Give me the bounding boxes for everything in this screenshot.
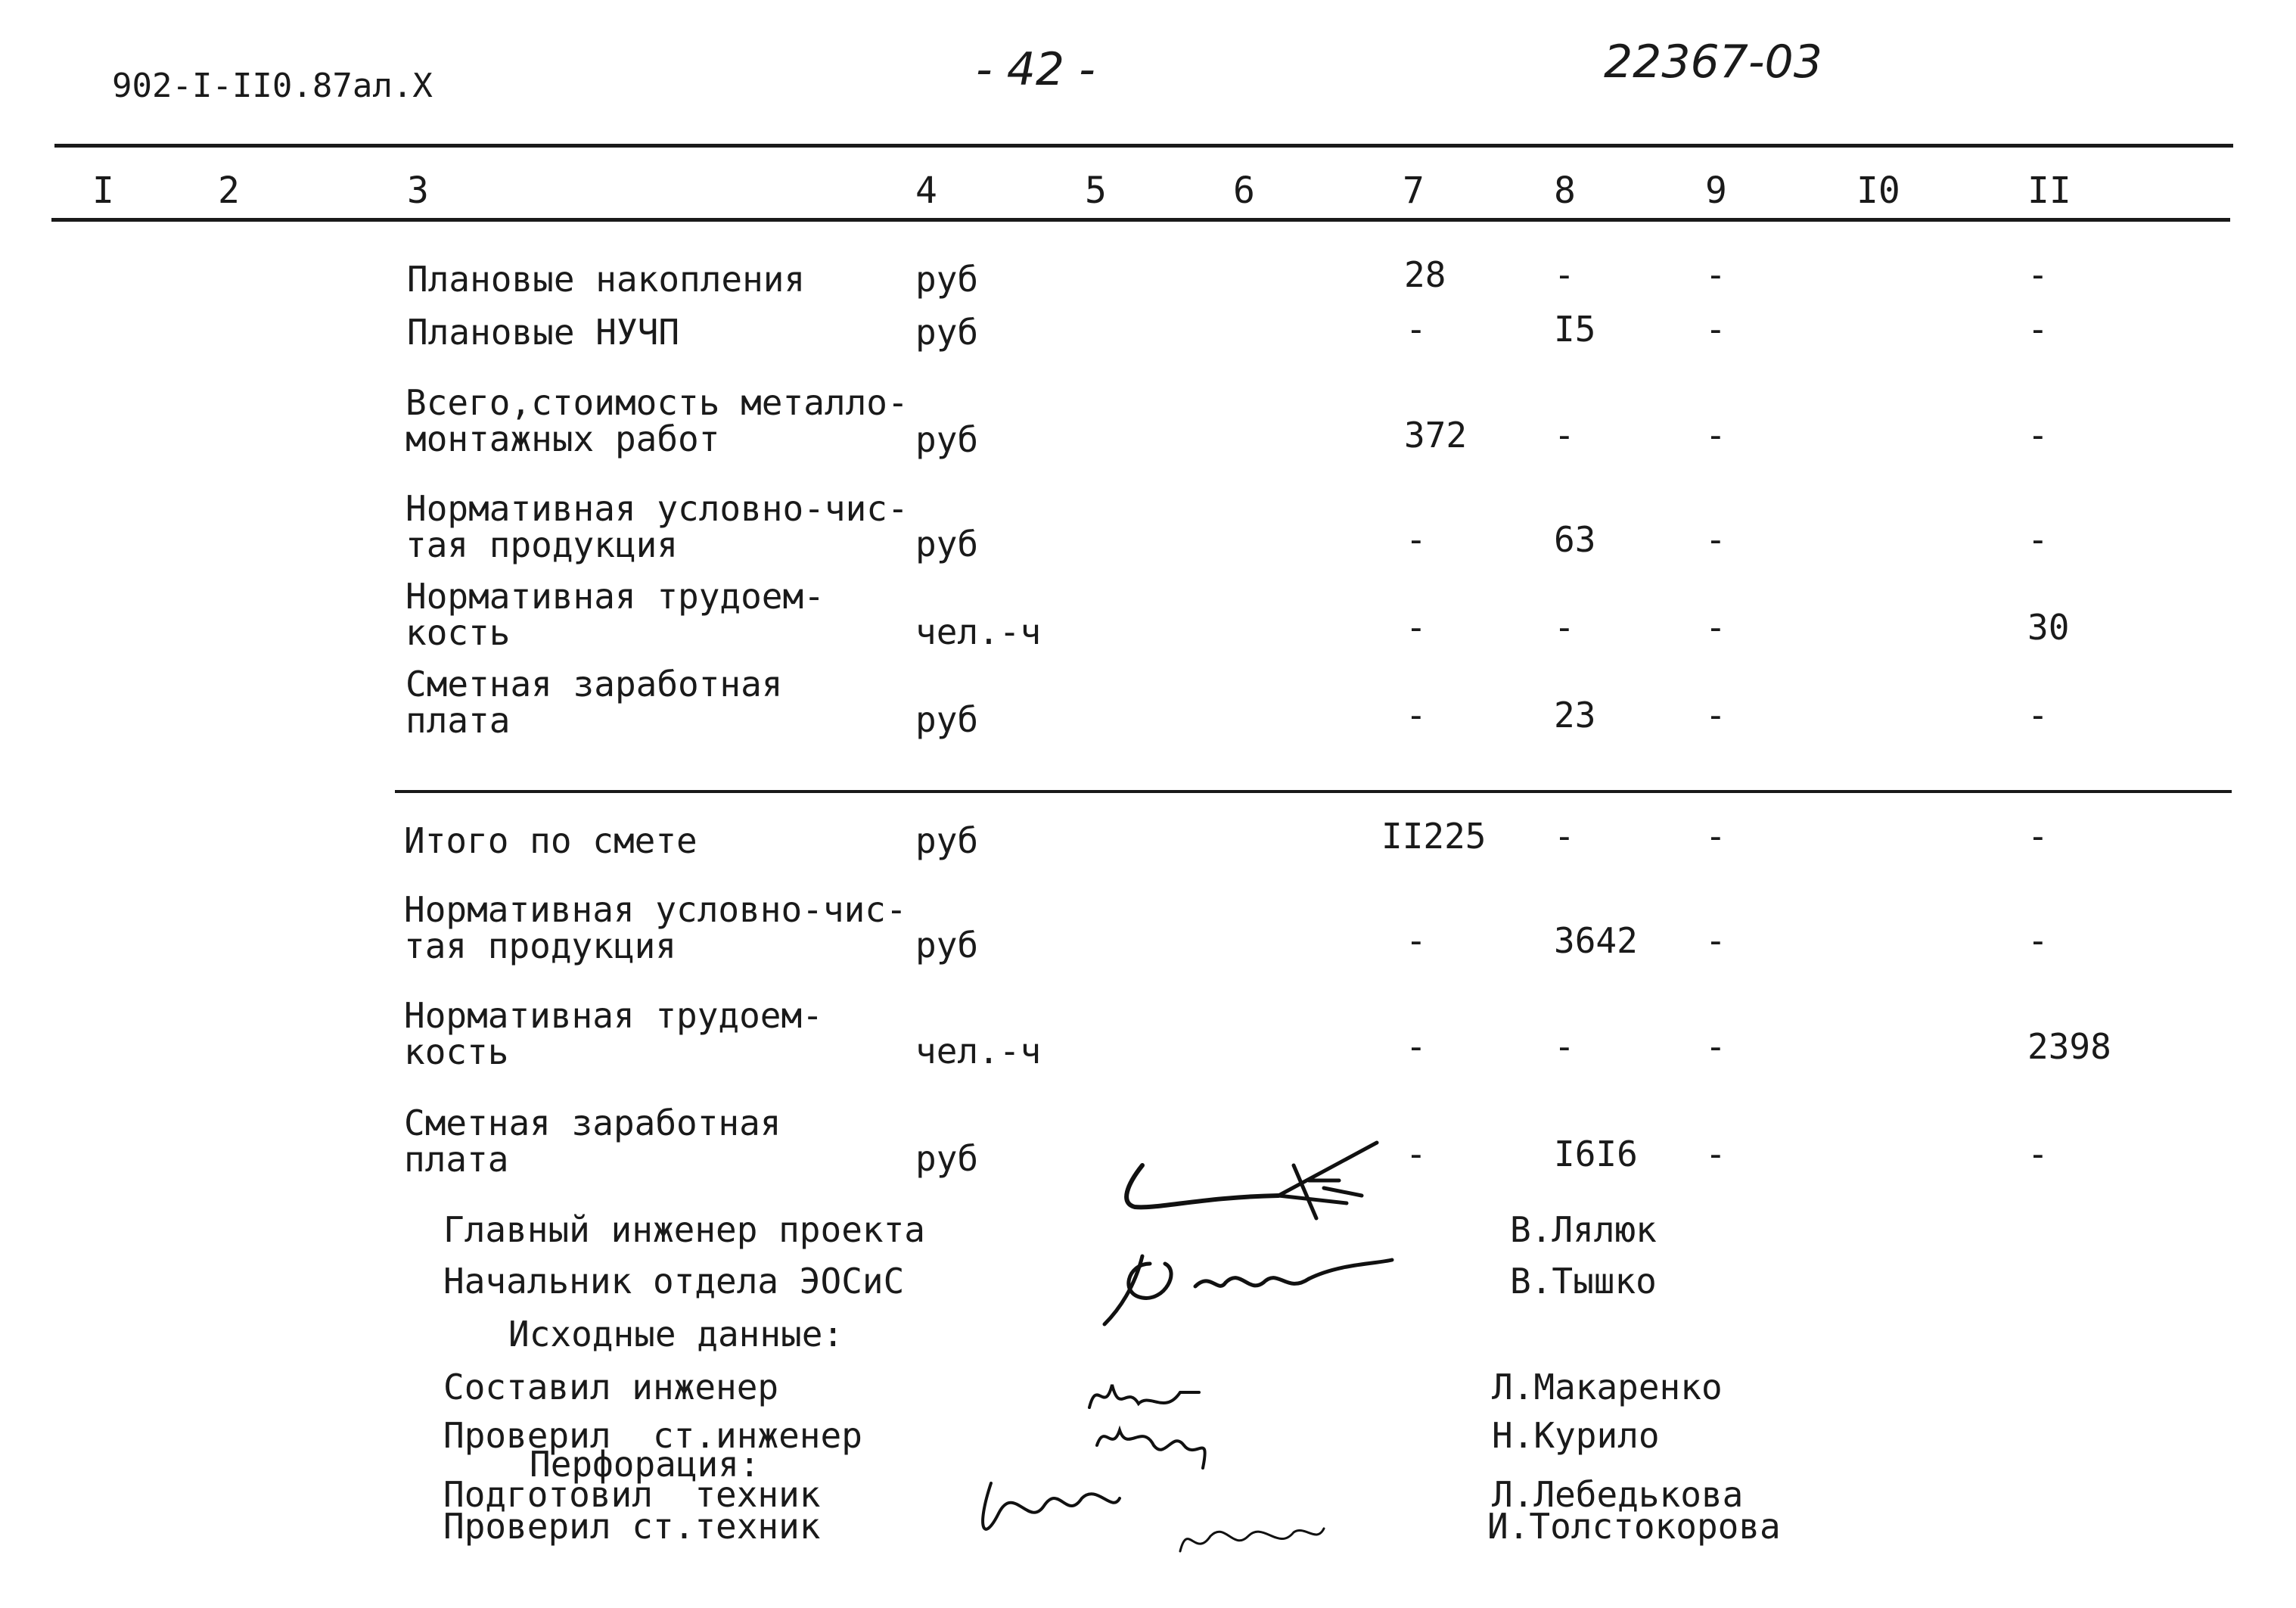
- dept-head-name: В.Тышко: [1510, 1261, 1657, 1302]
- total-row-name: Сметная заработная плата: [404, 1103, 781, 1180]
- row-value-col7: -: [1406, 519, 1427, 560]
- total-row-unit: руб: [915, 925, 979, 966]
- table-top-rule: [54, 144, 2233, 148]
- signature-dept-head: [1089, 1241, 1407, 1332]
- row-value-col9: -: [1705, 607, 1726, 648]
- row-name: Нормативная условно-чис- тая продукция: [405, 488, 909, 565]
- total-row-value-col8: I6I6: [1554, 1134, 1638, 1174]
- column-header-6: 6: [1233, 170, 1255, 212]
- row-unit: руб: [915, 259, 979, 300]
- total-row-name: Итого по смете: [404, 820, 697, 861]
- row-value-col11: -: [2027, 695, 2049, 736]
- total-row-value-col8: -: [1554, 816, 1575, 857]
- row-name: Плановые НУЧП: [407, 312, 680, 353]
- signature-checked-tech: [1165, 1506, 1331, 1574]
- total-row-value-col7: II225: [1381, 816, 1487, 857]
- row-unit: руб: [915, 524, 979, 565]
- total-row-value-col8: 3642: [1554, 920, 1638, 961]
- row-value-col9: -: [1705, 519, 1726, 560]
- archive-number: 22367-03: [1604, 36, 1822, 89]
- checked-by-name: Н.Курило: [1492, 1415, 1660, 1456]
- row-value-col9: -: [1705, 254, 1726, 295]
- total-row-value-col7: -: [1406, 920, 1427, 961]
- chief-engineer-name: В.Лялюк: [1510, 1209, 1657, 1250]
- total-row-value-col11: -: [2027, 1134, 2049, 1174]
- column-header-1: I: [92, 170, 114, 212]
- checked-by-label: Проверил ст.инженер: [443, 1415, 862, 1456]
- dept-head-label: Начальник отдела ЭОСиС: [443, 1261, 905, 1302]
- table-header-bottom-rule: [51, 218, 2230, 222]
- total-row-unit: руб: [915, 1138, 979, 1179]
- total-row-value-col9: -: [1705, 816, 1726, 857]
- column-header-4: 4: [915, 170, 937, 212]
- total-row-name: Нормативная условно-чис- тая продукция: [404, 889, 907, 966]
- row-name: Сметная заработная плата: [405, 664, 783, 741]
- row-value-col7: -: [1406, 695, 1427, 736]
- row-unit: руб: [915, 699, 979, 740]
- row-value-col8: -: [1554, 607, 1575, 648]
- signature-chief-engineer: [1089, 1112, 1407, 1226]
- row-value-col11: -: [2027, 415, 2049, 456]
- column-header-11: II: [2027, 170, 2071, 212]
- total-row-value-col7: -: [1406, 1026, 1427, 1067]
- total-row-value-col11: -: [2027, 920, 2049, 961]
- checked-by-tech-name: И.Толстокорова: [1487, 1506, 1781, 1547]
- total-row-value-col11: -: [2027, 816, 2049, 857]
- column-header-7: 7: [1403, 170, 1425, 212]
- chief-engineer-label: Главный инженер проекта: [443, 1209, 925, 1250]
- column-header-10: I0: [1856, 170, 1900, 212]
- row-value-col11: -: [2027, 254, 2049, 295]
- row-name: Всего,стоимость металло- монтажных работ: [405, 382, 909, 459]
- row-value-col8: 63: [1554, 519, 1596, 560]
- row-value-col11: -: [2027, 519, 2049, 560]
- row-value-col8: -: [1554, 415, 1575, 456]
- compiled-by-label: Составил инженер: [443, 1367, 779, 1407]
- row-value-col7: -: [1406, 309, 1427, 350]
- page-number: - 42 -: [976, 43, 1095, 96]
- document-code: 902-I-II0.87ал.X: [112, 67, 433, 105]
- total-row-value-col8: -: [1554, 1026, 1575, 1067]
- row-value-col8: -: [1554, 254, 1575, 295]
- row-value-col7: 28: [1404, 254, 1446, 295]
- row-unit: руб: [915, 312, 979, 353]
- row-unit: руб: [915, 419, 979, 460]
- total-row-value-col7: -: [1406, 1134, 1427, 1174]
- row-value-col11: 30: [2027, 607, 2070, 648]
- total-row-value-col11: 2398: [2027, 1026, 2111, 1067]
- compiled-by-name: Л.Макаренко: [1492, 1367, 1723, 1407]
- total-row-name: Нормативная трудоем- кость: [404, 995, 823, 1072]
- row-value-col9: -: [1705, 695, 1726, 736]
- checked-by-tech-label: Проверил ст.техник: [443, 1506, 821, 1547]
- total-row-unit: руб: [915, 820, 979, 861]
- row-value-col9: -: [1705, 415, 1726, 456]
- row-name: Плановые накопления: [407, 259, 806, 300]
- row-value-col8: I5: [1554, 309, 1596, 350]
- signature-prepared: [968, 1468, 1135, 1551]
- row-value-col7: 372: [1404, 415, 1468, 456]
- total-row-unit: чел.-ч: [915, 1031, 1042, 1071]
- column-header-8: 8: [1554, 170, 1576, 212]
- totals-divider-rule: [395, 790, 2232, 793]
- column-header-3: 3: [407, 170, 429, 212]
- row-name: Нормативная трудоем- кость: [405, 576, 825, 653]
- row-value-col9: -: [1705, 309, 1726, 350]
- row-value-col11: -: [2027, 309, 2049, 350]
- column-header-9: 9: [1705, 170, 1727, 212]
- row-value-col7: -: [1406, 607, 1427, 648]
- source-data-heading: Исходные данные:: [508, 1314, 844, 1355]
- column-header-5: 5: [1085, 170, 1107, 212]
- prepared-by-name: Л.Лебедькова: [1492, 1474, 1744, 1515]
- column-header-2: 2: [218, 170, 240, 212]
- total-row-value-col9: -: [1705, 1134, 1726, 1174]
- perforation-heading: Перфорация:: [530, 1444, 760, 1485]
- prepared-by-label: Подготовил техник: [443, 1474, 821, 1515]
- row-value-col8: 23: [1554, 695, 1596, 736]
- total-row-value-col9: -: [1705, 920, 1726, 961]
- total-row-value-col9: -: [1705, 1026, 1726, 1067]
- row-unit: чел.-ч: [915, 611, 1042, 652]
